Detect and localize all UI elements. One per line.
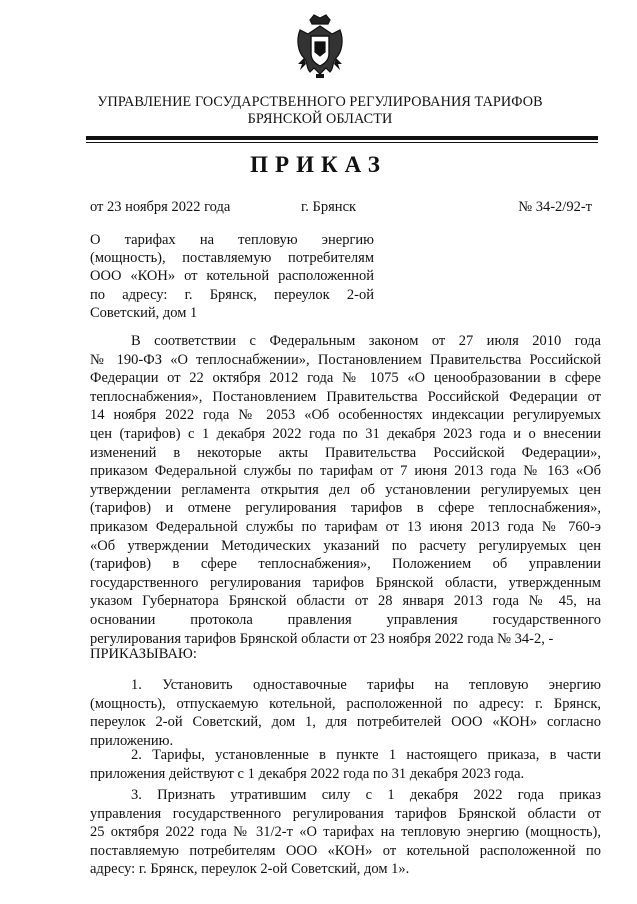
preamble-line: 14 ноября 2022 года № 2053 «Об особенностях индексации регулируемых [90,407,601,424]
preamble-line: основании протокола правления управления государственного [90,611,601,628]
authority-line-2: БРЯНСКОЙ ОБЛАСТИ [247,111,393,127]
issuing-authority [60,94,580,128]
order-item-3 [90,786,601,879]
preamble-line: (тарифов) и отмене регулирования тарифов в сфере теплоснабжения», [90,500,601,517]
document-number: № 34-2/92-т [518,199,592,215]
preamble-line: (тарифов) в сфере теплоснабжения», Положением об управлении [90,556,601,573]
preamble-line: теплоснабжения», Постановлением Правительства Российской Федерации от [90,388,601,405]
preamble-line: государственного регулирования тарифов Брянской области, утвержденным [90,574,601,591]
preamble-line: приказом Федеральной службы по тарифам от 13 июня 2013 года № 760-э [90,518,601,535]
item-line: 3. Признать утратившим силу с 1 декабря 2022 года приказ [131,787,601,803]
header-divider-thick [86,136,598,140]
document-city: г. Брянск [301,199,357,215]
preamble-line: приказом Федеральной службы по тарифам от 7 июня 2013 года № 163 «Об [90,463,601,480]
item-line: приложению. [90,732,174,749]
item-line: приложения действуют с 1 декабря 2022 года по 31 декабря 2023 года. [90,765,525,782]
order-item-2 [90,746,601,783]
document-title: ПРИКАЗ [250,152,387,177]
preamble-line: утверждении регламента открытия дел об установлении регулируемых цен [90,481,601,498]
preamble-line: цен (тарифов) с 1 декабря 2022 года по 31 декабря 2023 года и о внесении [90,425,601,442]
authority-line-1: УПРАВЛЕНИЕ ГОСУДАРСТВЕННОГО РЕГУЛИРОВАНИЯ ТАРИФОВ [97,94,543,110]
item-line: поставляемую потребителям ООО «КОН» от котельной расположенной по [90,842,601,859]
preamble-paragraph [90,332,601,648]
preamble-line: «Об утверждении Методических указаний по расчету регулируемых цен [90,537,601,554]
preamble-line: изменений в некоторые акты Правительства Российской Федерации», [90,444,601,461]
subject-line: по адресу: г. Брянск, переулок 2-ой [90,286,374,303]
item-line: адресу: г. Брянск, переулок 2-ой Советский, дом 1». [90,861,410,878]
subject-line: ООО «КОН» от котельной расположенной [90,268,374,285]
order-subject [90,231,374,322]
order-item-1 [90,676,601,750]
header-divider-thin [86,142,598,143]
preamble-line: № 190-ФЗ «О теплоснабжении», Постановлением Правительства Российской [90,351,601,368]
order-word: ПРИКАЗЫВАЮ: [90,646,197,662]
item-line: управления государственного регулирования тарифов Брянской области от [90,805,601,822]
document-date: от 23 ноября 2022 года [90,199,231,215]
preamble-line: Федерации от 22 октября 2012 года № 1075 «О ценообразовании в сфере [90,370,601,387]
item-line: 25 октября 2022 года № 31/2-т «О тарифах на тепловую энергию (мощность), [90,824,601,841]
subject-line: О тарифах на тепловую энергию [90,232,374,248]
item-line: 1. Установить одноставочные тарифы на тепловую энергию [131,677,601,693]
coat-of-arms-icon [294,12,346,80]
subject-line: (мощность), поставляемую потребителям [90,250,374,267]
preamble-line: В соответствии с Федеральным законом от 27 июля 2010 года [131,333,601,349]
item-line: 2. Тарифы, установленные в пункте 1 настоящего приказа, в части [131,747,601,763]
preamble-line: указом Губернатора Брянской области от 28 января 2013 года № 45, на [90,593,601,610]
item-line: (мощность), отпускаемую котельной, расположенной по адресу: г. Брянск, [90,695,601,712]
preamble-line: регулирования тарифов Брянской области от 23 ноября 2022 года № 34-2, - [90,630,554,647]
subject-line: Советский, дом 1 [90,304,198,321]
item-line: переулок 2-ой Советский, дом 1, для потребителей ООО «КОН» согласно [90,714,601,731]
